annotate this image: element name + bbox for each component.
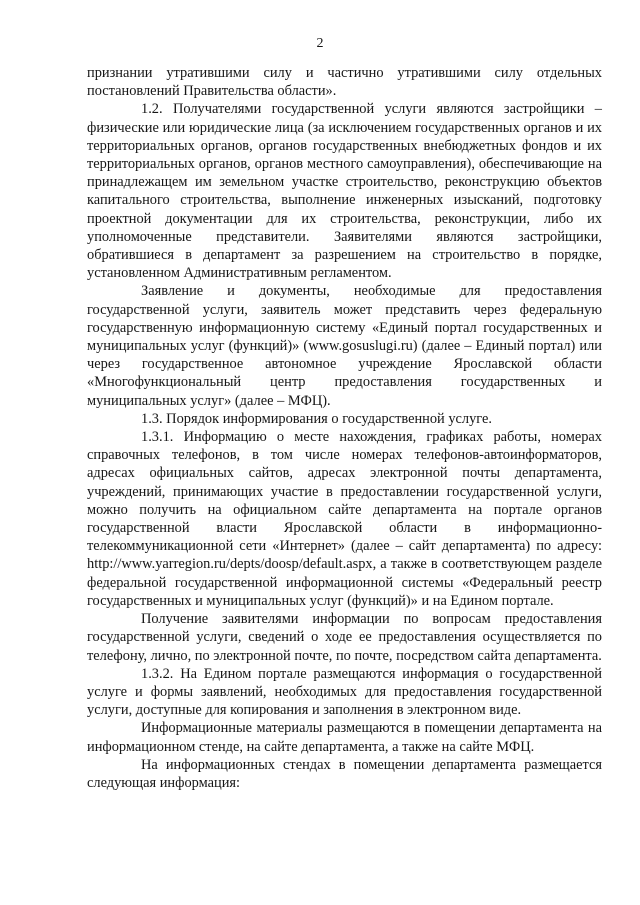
paragraph-information-stands: На информационных стендах в помещении департамента размещается следующая информация: bbox=[87, 756, 602, 791]
paragraph-information-channels: Получение заявителями информации по вопросам предоставления государственной услуги, сведений о ходе ее предоставления осуществляется по телефону, лично, по электронной почте, по почте, посредством сайта департамента. bbox=[87, 611, 602, 664]
paragraph-application-submission: Заявление и документы, необходимые для предоставления государственной услуги, заявитель может представить через федеральную государственную информационную систему «Единый портал государственных и муниципальных услуг (функций)» (www.gosuslugi.ru) (далее – Единый портал) или через государственное автономное учреждение Ярославской области «Многофункциональный центр предоставления государственных и муниципальных услуг» (далее – МФЦ). bbox=[87, 283, 602, 409]
document-body bbox=[87, 64, 602, 792]
paragraph-information-materials: Информационные материалы размещаются в помещении департамента на информационном стенде, на сайте департамента, а также на сайте МФЦ. bbox=[87, 720, 602, 755]
paragraph-1-3-heading: 1.3. Порядок информирования о государственной услуге. bbox=[141, 410, 493, 427]
page-number: 2 bbox=[316, 36, 324, 51]
paragraph-1-3-1-contact-info: 1.3.1. Информацию о месте нахождения, графиках работы, номерах справочных телефонов, в том числе номерах телефонов-автоинформаторов, адресах официальных сайтов, адресах электронной почты департамента, учреждений, принимающих участие в предоставлении государственной услуги, можно получить на официальном сайте департамента на портале органов государственной власти Ярославской области в информационно-телекоммуникационной сети «Интернет» (далее – сайт департамента) по адресу: http://www.yarregion.ru/depts/doosp/default.aspx, а также в соответствующем разделе федеральной государственной информационной системы «Федеральный реестр государственных и муниципальных услуг (функций)» и на Едином портале. bbox=[87, 429, 602, 609]
paragraph-continuation: признании утратившими силу и частично утратившими силу отдельных постановлений Правительства области». bbox=[87, 65, 602, 100]
paragraph-1-2-recipients: 1.2. Получателями государственной услуги являются застройщики – физические или юридические лица (за исключением государственных органов и их территориальных органов, органов государственных внебюджетных фондов и их территориальных органов, органов местного самоуправления), обеспечивающие на принадлежащем им земельном участке строительство, реконструкцию объектов капитального строительства, выполнение инженерных изысканий, подготовку проектной документации для их строительства, реконструкции, либо их уполномоченные представители. Заявителями являются застройщики, обратившиеся в департамент за разрешением на строительство в порядке, установленном Административным регламентом. bbox=[87, 101, 602, 282]
paragraph-1-3-2-portal: 1.3.2. На Едином портале размещаются информация о государственной услуге и формы заявлений, необходимых для предоставления государственной услуги, доступные для копирования и заполнения в электронном виде. bbox=[87, 665, 602, 719]
